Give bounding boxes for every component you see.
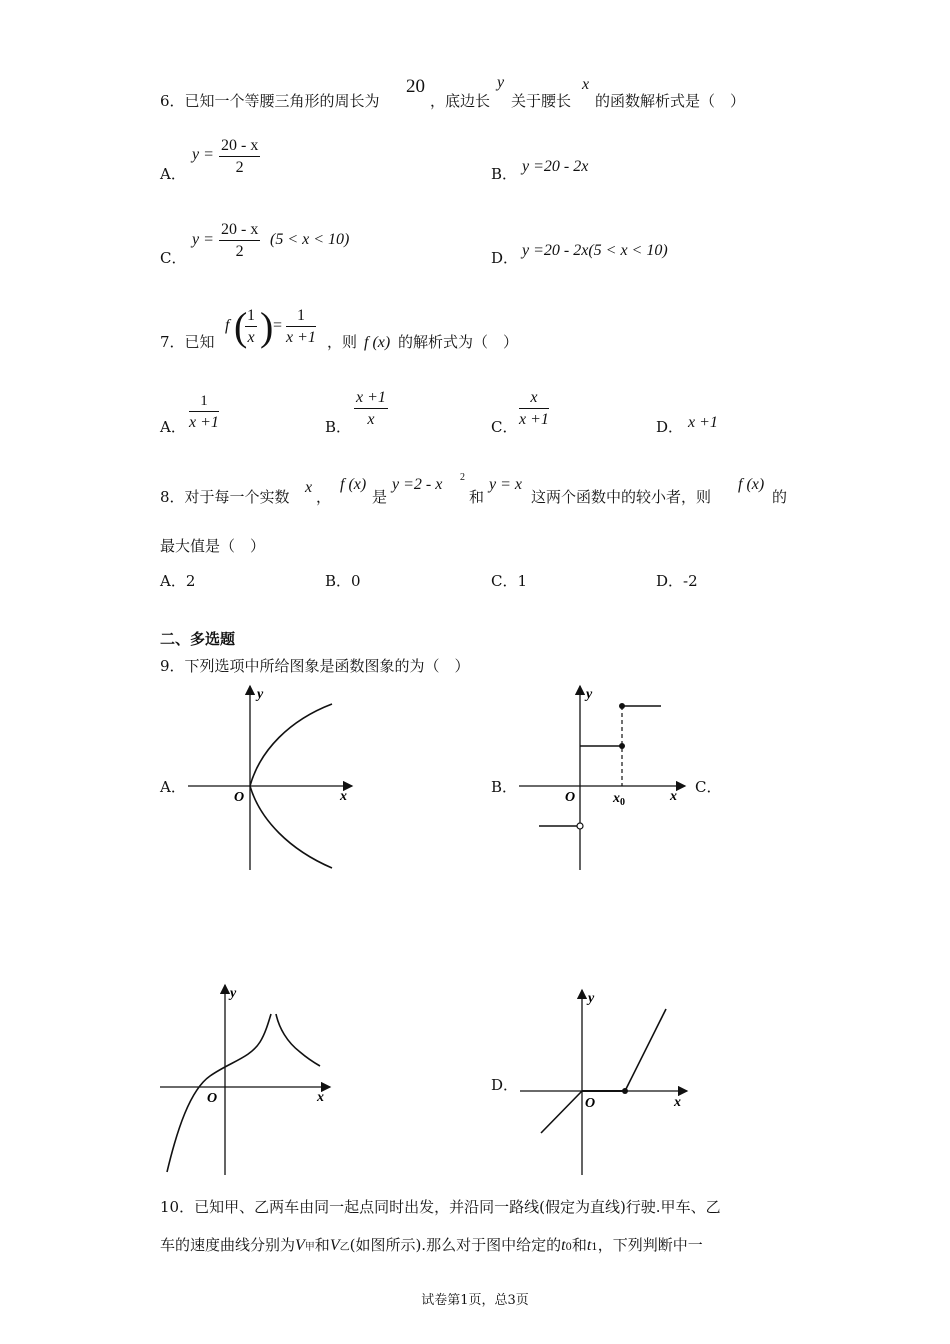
q8-func2: y = x: [489, 476, 522, 493]
q10-v-jia: V: [295, 1237, 305, 1254]
q8-fx2: f (x): [738, 476, 765, 493]
q7-option-b-fraction: [354, 388, 388, 431]
y-axis-label: y: [230, 986, 237, 1001]
q9-option-b-label: B．: [491, 778, 518, 796]
q6-option-a-fraction: [219, 136, 260, 179]
q7-option-c-label: C．: [491, 418, 518, 436]
y-axis-label: y: [586, 687, 593, 702]
page-footer: 试卷第1页，总3页: [421, 1293, 529, 1308]
q8-and: 和: [469, 488, 485, 506]
q9-option-d-label: D．: [491, 1076, 519, 1094]
q9-graph-a: [180, 680, 360, 875]
q6-option-b-expr: y =20 - 2x: [522, 158, 589, 175]
q7-inner-fraction: [245, 306, 257, 349]
q6-perimeter-value: 20: [406, 76, 425, 97]
q7-equals: =: [273, 317, 283, 334]
q6-option-c-label: C．: [160, 249, 187, 267]
q7-option-d-label: D．: [656, 418, 684, 436]
open-point: [577, 823, 583, 829]
q8-comma: ，: [316, 488, 332, 506]
q8-func1-exponent: 2: [460, 472, 465, 483]
q6-option-a-numerator: 20 - x: [219, 136, 260, 157]
q7-option-a-label: A．: [160, 418, 186, 436]
q6-stem-c: 关于腰长: [511, 92, 572, 110]
q9-graph-c: [155, 980, 340, 1180]
q8-stem-b: 这两个函数中的较小者，则: [531, 488, 712, 506]
q7-stem-c: 的解析式为（ ）: [398, 333, 519, 351]
section-title-multiple-choice: 二、多选题: [160, 630, 236, 648]
q10-line2-c: ，下列判断中一: [597, 1236, 703, 1254]
q10-line2-a: 车的速度曲线分别为: [160, 1236, 296, 1254]
q10-t1: t: [586, 1237, 592, 1254]
q10-and2: 和: [571, 1236, 587, 1254]
q10-line2-b: (如图所示).那么对于图中给定的: [349, 1236, 562, 1254]
q6-option-c-lhs: y =: [192, 231, 214, 248]
q6-option-c-numerator: 20 - x: [219, 220, 260, 241]
q7-inner-numerator: 1: [245, 306, 257, 327]
q10-v-yi: V: [329, 1237, 340, 1254]
q9-option-c-label: C．: [695, 778, 722, 796]
q8-option-d: D．-2: [656, 572, 698, 590]
q6-option-b-label: B．: [491, 165, 518, 183]
q7-option-b-label: B．: [325, 418, 352, 436]
curve-left-branch: [167, 1014, 271, 1172]
q8-of: 的: [772, 488, 788, 506]
segment-rising: [625, 1009, 666, 1091]
q9-graph-d: [515, 985, 695, 1180]
q10-sub1: 1: [591, 1242, 598, 1253]
q8-stem-line2: 最大值是（ ）: [160, 537, 266, 555]
q9-stem: 9．下列选项中所给图象是函数图象的为（ ）: [160, 657, 470, 675]
q8-option-a: A．2: [160, 572, 196, 590]
q6-stem-d: 的函数解析式是（ ）: [595, 92, 746, 110]
q8-fx: f (x): [340, 476, 367, 493]
q10-and: 和: [314, 1236, 330, 1254]
q8-option-c: C．1: [491, 572, 528, 590]
origin-label: O: [234, 790, 245, 805]
q6-option-c-denominator: 2: [235, 243, 244, 260]
q8-func1: y =2 - x: [392, 476, 443, 493]
q7-option-b-denominator: x: [367, 411, 375, 428]
q7-stem-b: ，则: [327, 333, 358, 351]
x-axis-label: x: [670, 789, 677, 804]
q6-stem-b: ，底边长: [430, 92, 491, 110]
q10-sub-yi: 乙: [339, 1242, 350, 1253]
q7-option-c-denominator: x +1: [519, 411, 549, 428]
q7-fx: f (x): [364, 334, 391, 351]
origin-label: O: [585, 1096, 596, 1111]
q8-var-x: x: [305, 479, 313, 496]
q7-inner-denominator: x: [247, 329, 255, 346]
curve-right-branch: [276, 1014, 320, 1066]
q10-line1: 10．已知甲、乙两车由同一起点同时出发，并沿同一路线(假定为直线)行驶.甲车、乙: [160, 1198, 721, 1216]
q7-option-d-expr: x +1: [688, 414, 718, 431]
q6-option-d-label: D．: [491, 249, 519, 267]
q10-line2: [160, 1234, 703, 1255]
q7-option-c-fraction: [519, 388, 549, 431]
q10-sub-jia: 甲: [304, 1242, 315, 1253]
q8-stem-a: 8．对于每一个实数: [160, 488, 290, 506]
q6-option-a-denominator: 2: [235, 159, 244, 176]
q7-option-b-numerator: x +1: [354, 388, 388, 409]
q9-graph-b: [515, 680, 695, 875]
q10-sub0: 0: [565, 1242, 572, 1253]
q7-option-a-fraction: [189, 391, 219, 434]
q6-var-y: y: [497, 74, 505, 91]
q8-is: 是: [372, 488, 388, 506]
q7-stem-a: 7．已知: [160, 333, 215, 351]
q7-option-a-denominator: x +1: [189, 414, 219, 431]
q6-option-a-label: A．: [160, 165, 186, 183]
q6-option-c-fraction: [219, 220, 260, 263]
x-axis-label: x: [317, 1090, 324, 1105]
q10-t0: t: [561, 1237, 566, 1254]
q7-rhs-fraction: [286, 306, 316, 349]
q7-right-paren-icon: ): [260, 304, 274, 349]
origin-label: O: [565, 790, 576, 805]
q9-option-a-label: A．: [160, 778, 186, 796]
q6-var-x: x: [582, 76, 590, 93]
q6-option-d-expr: y =20 - 2x(5 < x < 10): [522, 242, 668, 259]
q7-left-paren-icon: (: [234, 304, 248, 349]
x0-label: $x_0$: [613, 791, 625, 808]
x-axis-label: x: [340, 789, 347, 804]
q7-rhs-denominator: x +1: [286, 329, 316, 346]
x-axis-label: x: [674, 1095, 681, 1110]
q7-f: f: [225, 317, 230, 334]
origin-label: O: [207, 1091, 218, 1106]
q6-option-a-lhs: y =: [192, 146, 214, 163]
q7-option-a-numerator: 1: [189, 391, 219, 412]
q7-rhs-numerator: 1: [286, 306, 316, 327]
q6-stem-a: 6．已知一个等腰三角形的周长为: [160, 92, 380, 110]
q8-option-b: B．0: [325, 572, 361, 590]
q6-option-c-domain: (5 < x < 10): [270, 231, 350, 248]
y-axis-label: y: [257, 687, 264, 702]
y-axis-label: y: [588, 991, 595, 1006]
segment-negative: [541, 1091, 582, 1133]
q7-option-c-numerator: x: [519, 388, 549, 409]
